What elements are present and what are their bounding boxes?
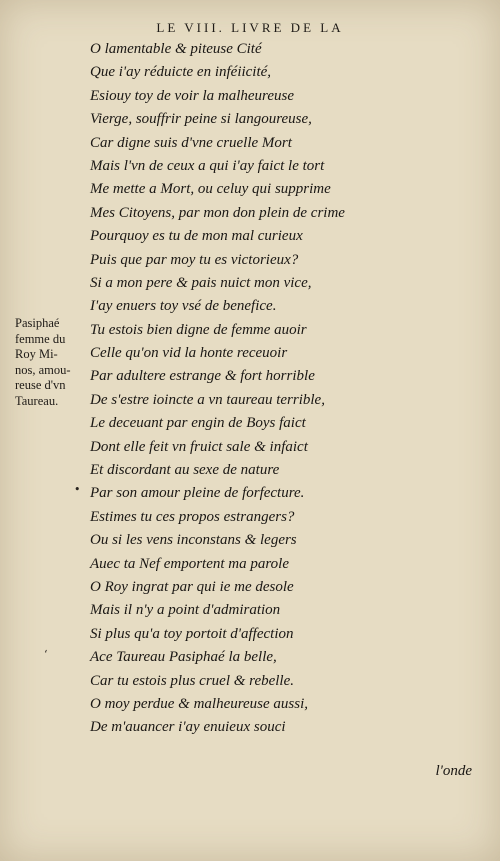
verse-line: Ace Taureau Pasiphaé la belle,	[90, 649, 277, 666]
margin-note-line: Roy Mi-	[15, 347, 58, 361]
margin-note-line: Pasiphaé	[15, 316, 60, 330]
verse-line: Que i'ay réduicte en inféiicité,	[90, 64, 272, 81]
verse-line: Le deceuant par engin de Boys faict	[90, 415, 306, 432]
verse-line: Tu estois bien digne de femme auoir	[90, 321, 307, 338]
verse-line: Si a mon pere & pais nuict mon vice,	[90, 274, 312, 291]
verse-line: Auec ta Nef emportent ma parole	[90, 555, 289, 572]
verse-line: O lamentable & piteuse Cité	[90, 41, 262, 57]
verse-line: O moy perdue & malheureuse aussi,	[90, 695, 309, 712]
verse-line: Puis que par moy tu es victorieux?	[90, 251, 299, 268]
bullet-mark-icon: •	[74, 483, 81, 496]
margin-note	[15, 316, 95, 409]
verse-line: I'ay enuers toy vsé de benefice.	[90, 298, 277, 315]
margin-note-line: Taureau.	[15, 393, 59, 408]
margin-note-line: nos, amou-	[15, 362, 71, 377]
verse-line: Estimes tu ces propos estrangers?	[90, 508, 295, 525]
verse-line: Me mette a Mort, ou celuy qui supprime	[90, 181, 331, 198]
verse-line: Ou si les vens inconstans & legers	[90, 532, 297, 549]
verse-block	[90, 38, 490, 740]
verse-line: O Roy ingrat par qui ie me desole	[90, 578, 294, 595]
verse-line: Mais l'vn de ceux a qui i'ay faict le tort	[90, 157, 325, 174]
verse-line: Mais il n'y a point d'admiration	[90, 602, 281, 619]
verse-line: Car tu estois plus cruel & rebelle.	[90, 672, 295, 689]
verse-line: Vierge, souffrir peine si langoureuse,	[90, 111, 312, 128]
verse-line: Si plus qu'a toy portoit d'affection	[90, 625, 294, 642]
margin-note-line: reuse d'vn	[15, 378, 66, 392]
verse-line: Celle qu'on vid la honte receuoir	[90, 345, 288, 362]
verse-line: Pourquoy es tu de mon mal curieux	[90, 228, 303, 245]
verse-line: Mes Citoyens, par mon don plein de crime	[90, 204, 345, 221]
verse-line: Esiouy toy de voir la malheureuse	[90, 87, 294, 104]
verse-line: Et discordant au sexe de nature	[90, 462, 280, 479]
catchword: l'onde	[435, 763, 472, 779]
tick-mark-icon: ʻ	[44, 648, 48, 661]
running-header: LE VIII. LIVRE DE LA	[156, 20, 344, 35]
verse-line: De m'auancer i'ay enuieux souci	[90, 719, 286, 736]
verse-line: Car digne suis d'vne cruelle Mort	[90, 134, 292, 151]
verse-line: Par son amour pleine de forfecture.	[90, 485, 305, 502]
verse-line: De s'estre ioincte a vn taureau terrible,	[90, 391, 325, 408]
verse-line: Par adultere estrange & fort horrible	[90, 368, 315, 385]
verse-line: Dont elle feit vn fruict sale & infaict	[90, 438, 308, 455]
margin-note-line: femme du	[15, 331, 66, 346]
